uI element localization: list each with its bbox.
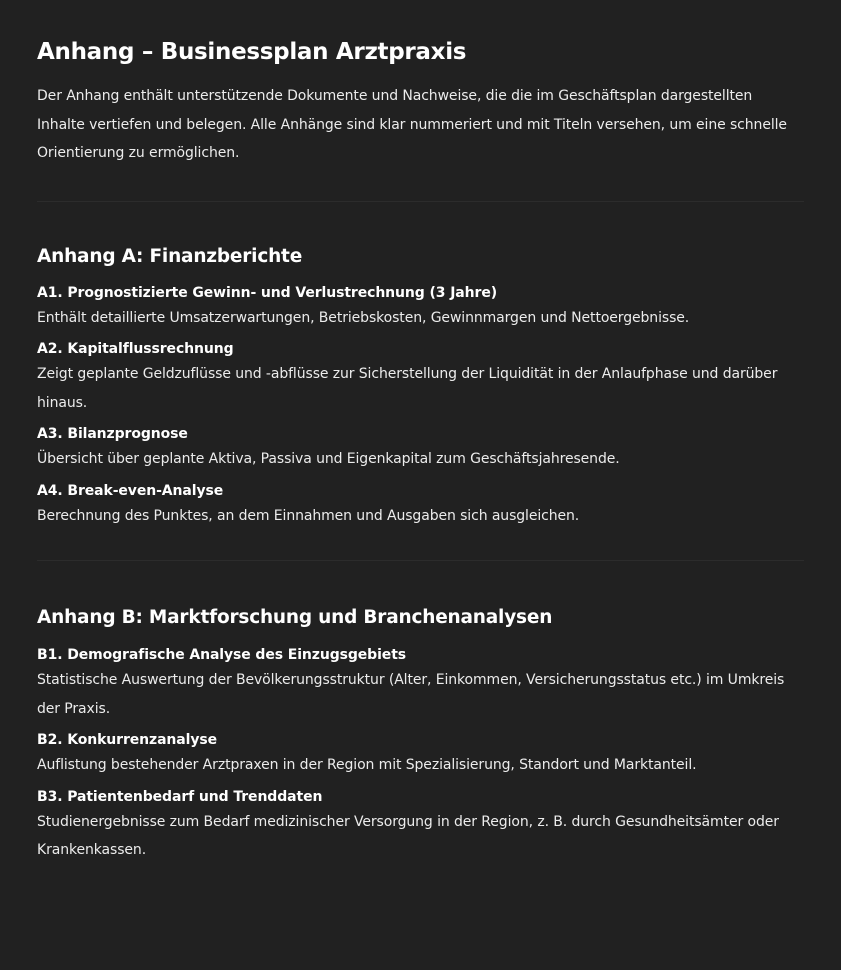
- item-description: Statistische Auswertung der Bevölkerungsstruktur (Alter, Einkommen, Versicherungsstatus etc.) im Umkreis der Praxis.: [37, 672, 785, 717]
- item-title: A1. Prognostizierte Gewinn- und Verlustrechnung (3 Jahre): [37, 284, 498, 301]
- list-item: [37, 729, 804, 780]
- list-item: [37, 786, 804, 865]
- list-item: [37, 338, 804, 417]
- item-description: Auflistung bestehender Arztpraxen in der Region mit Spezialisierung, Standort und Marktanteil.: [37, 757, 697, 773]
- item-title: B2. Konkurrenzanalyse: [37, 732, 218, 748]
- item-title: A4. Break-even-Analyse: [37, 482, 224, 499]
- item-description: Übersicht über geplante Aktiva, Passiva und Eigenkapital zum Geschäftsjahresende.: [37, 451, 620, 467]
- item-description: Studienergebnisse zum Bedarf medizinischer Versorgung in der Region, z. B. durch Gesundheitsämter oder Krankenkassen.: [37, 813, 779, 858]
- section-b: [37, 561, 804, 865]
- page-title: Anhang – Businessplan Arztpraxis: [37, 39, 467, 65]
- list-item: [37, 644, 804, 723]
- section-heading: Anhang A: Finanzberichte: [37, 245, 303, 267]
- item-title: B1. Demografische Analyse des Einzugsgebiets: [37, 647, 407, 663]
- section-heading: Anhang B: Marktforschung und Branchenanalysen: [37, 607, 553, 628]
- list-item: [37, 282, 804, 333]
- item-title: B3. Patientenbedarf und Trenddaten: [37, 788, 323, 805]
- item-title: A2. Kapitalflussrechnung: [37, 341, 234, 357]
- item-description: Zeigt geplante Geldzuflüsse und -abflüsse zur Sicherstellung der Liquidität in der Anlaufphase und darüber hinaus.: [37, 366, 778, 411]
- list-item: [37, 423, 804, 474]
- intro-paragraph: Der Anhang enthält unterstützende Dokumente und Nachweise, die die im Geschäftsplan dargestellten Inhalte vertiefen und belegen. Alle Anhänge sind klar nummeriert und mit Titeln versehen, um eine schnelle Orientierung zu ermöglichen.: [37, 88, 787, 161]
- list-item: [37, 480, 804, 531]
- item-description: Enthält detaillierte Umsatzerwartungen, Betriebskosten, Gewinnmargen und Nettoergebnisse.: [37, 309, 690, 326]
- item-title: A3. Bilanzprognose: [37, 426, 188, 442]
- section-a: [37, 202, 804, 531]
- item-description: Berechnung des Punktes, an dem Einnahmen und Ausgaben sich ausgleichen.: [37, 507, 580, 524]
